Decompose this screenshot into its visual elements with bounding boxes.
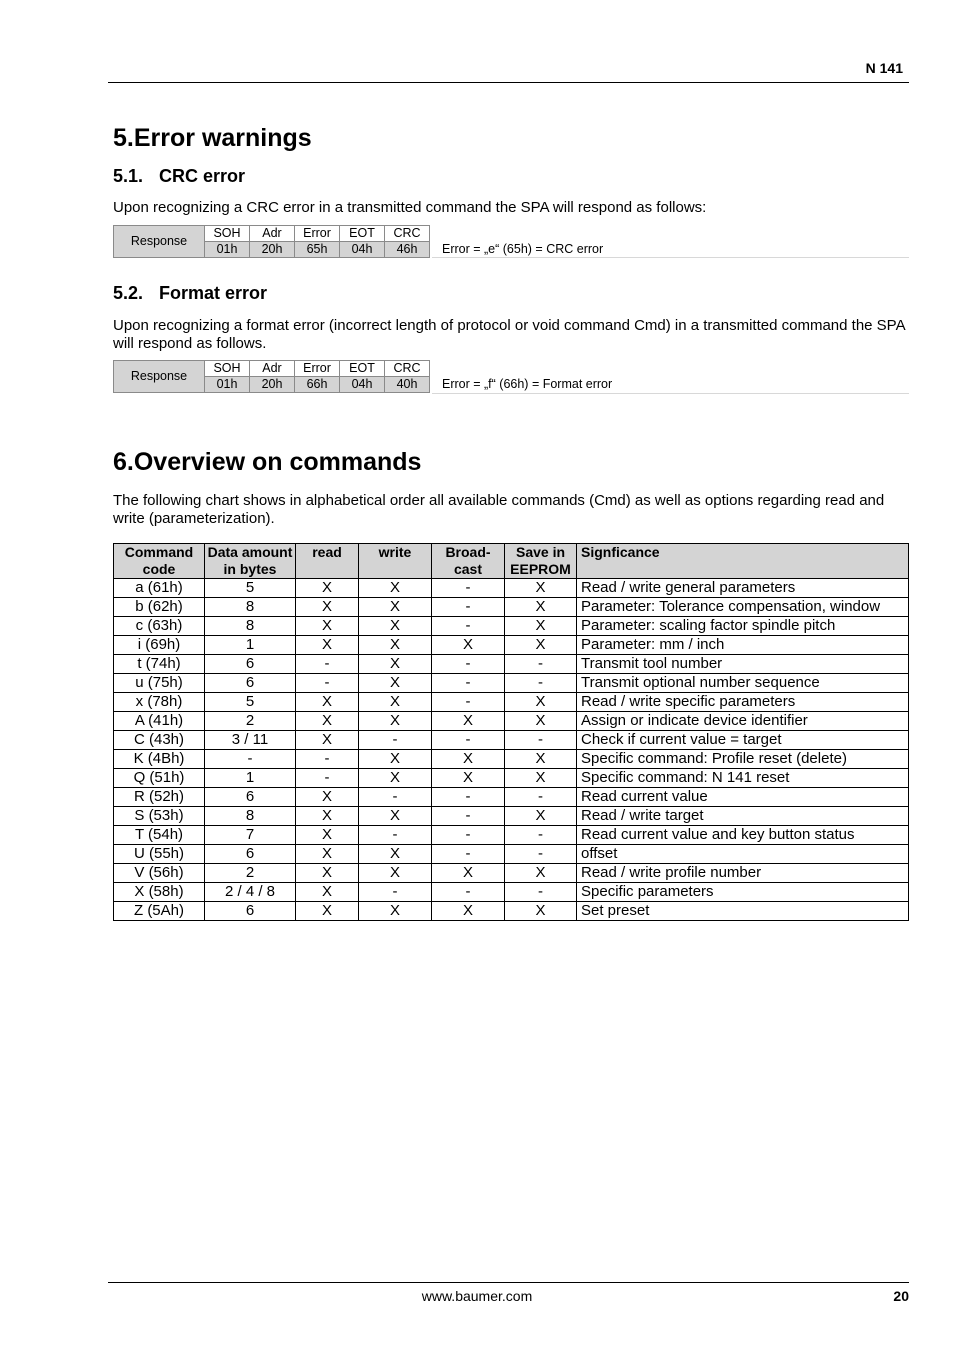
table-row [114, 655, 909, 674]
crc-response-table [113, 225, 430, 258]
table-row [114, 674, 909, 693]
table-header-row [114, 544, 909, 579]
significance-cell: Parameter: mm / inch [577, 636, 909, 655]
field-value: 20h [250, 377, 295, 393]
save-eeprom-cell: - [505, 731, 577, 750]
significance-cell: Specific command: Profile reset (delete) [577, 750, 909, 769]
command-code-cell: u (75h) [114, 674, 205, 693]
data-amount-cell: 6 [205, 845, 296, 864]
note-rule [432, 257, 909, 258]
table-row [114, 693, 909, 712]
data-amount-cell: 3 / 11 [205, 731, 296, 750]
broadcast-cell: - [432, 807, 505, 826]
data-amount-cell: - [205, 750, 296, 769]
significance-cell: Specific command: N 141 reset [577, 769, 909, 788]
write-cell: X [359, 693, 432, 712]
section-title: Overview on commands [133, 448, 422, 476]
broadcast-cell: X [432, 636, 505, 655]
command-code-cell: K (4Bh) [114, 750, 205, 769]
write-cell: X [359, 769, 432, 788]
read-cell: X [296, 826, 359, 845]
column-header-data-amount: Data amount in bytes [205, 544, 296, 579]
broadcast-cell: - [432, 845, 505, 864]
table-row [114, 636, 909, 655]
response-label: Response [114, 361, 205, 393]
field-header: SOH [205, 361, 250, 377]
command-code-cell: U (55h) [114, 845, 205, 864]
note-rule [432, 393, 909, 394]
significance-cell: Read / write target [577, 807, 909, 826]
broadcast-cell: - [432, 655, 505, 674]
data-amount-cell: 8 [205, 598, 296, 617]
significance-cell: Read / write general parameters [577, 579, 909, 598]
table-row [114, 750, 909, 769]
save-eeprom-cell: X [505, 807, 577, 826]
significance-cell: Read current value [577, 788, 909, 807]
column-header-save-eeprom: Save in EEPROM [505, 544, 577, 579]
column-header-broadcast: Broad- cast [432, 544, 505, 579]
field-header: Adr [250, 361, 295, 377]
save-eeprom-cell: X [505, 598, 577, 617]
read-cell: X [296, 845, 359, 864]
field-header: CRC [385, 361, 430, 377]
table-row [114, 598, 909, 617]
section-6-heading [113, 448, 421, 477]
format-error-note: Error = „f“ (66h) = Format error [442, 377, 613, 391]
table-row [114, 712, 909, 731]
field-value: 46h [385, 242, 430, 258]
save-eeprom-cell: - [505, 826, 577, 845]
footer-rule [108, 1282, 909, 1283]
command-code-cell: b (62h) [114, 598, 205, 617]
format-error-text: Upon recognizing a format error (incorrect length of protocol or void command Cmd) in a transmitted command the SPA will respond as follows. [113, 317, 905, 352]
data-amount-cell: 6 [205, 674, 296, 693]
read-cell: X [296, 864, 359, 883]
read-cell: X [296, 902, 359, 921]
command-code-cell: Q (51h) [114, 769, 205, 788]
broadcast-cell: X [432, 750, 505, 769]
field-value: 01h [205, 242, 250, 258]
broadcast-cell: - [432, 693, 505, 712]
broadcast-cell: - [432, 579, 505, 598]
command-code-cell: C (43h) [114, 731, 205, 750]
column-header-significance: Signficance [577, 544, 909, 579]
read-cell: X [296, 788, 359, 807]
table-row [114, 883, 909, 902]
save-eeprom-cell: X [505, 769, 577, 788]
read-cell: X [296, 636, 359, 655]
write-cell: X [359, 712, 432, 731]
command-code-cell: a (61h) [114, 579, 205, 598]
write-cell: X [359, 864, 432, 883]
significance-cell: Check if current value = target [577, 731, 909, 750]
write-cell: X [359, 807, 432, 826]
subsection-5-2-heading [113, 283, 267, 304]
save-eeprom-cell: X [505, 617, 577, 636]
subsection-number: 5.2. [113, 283, 144, 303]
table-row [114, 826, 909, 845]
command-code-cell: Z (5Ah) [114, 902, 205, 921]
save-eeprom-cell: - [505, 655, 577, 674]
broadcast-cell: X [432, 864, 505, 883]
save-eeprom-cell: - [505, 788, 577, 807]
subsection-title: Format error [159, 283, 268, 303]
field-header: SOH [205, 226, 250, 242]
read-cell: X [296, 883, 359, 902]
significance-cell: Transmit optional number sequence [577, 674, 909, 693]
section-number: 5. [113, 124, 134, 152]
data-amount-cell: 6 [205, 788, 296, 807]
table-row [114, 845, 909, 864]
field-header: Error [295, 361, 340, 377]
header-rule [108, 82, 909, 83]
table-row [114, 769, 909, 788]
write-cell: X [359, 902, 432, 921]
command-code-cell: c (63h) [114, 617, 205, 636]
read-cell: - [296, 655, 359, 674]
write-cell: X [359, 636, 432, 655]
data-amount-cell: 1 [205, 769, 296, 788]
table-row [114, 617, 909, 636]
significance-cell: offset [577, 845, 909, 864]
broadcast-cell: - [432, 617, 505, 636]
data-amount-cell: 5 [205, 579, 296, 598]
data-amount-cell: 2 [205, 712, 296, 731]
save-eeprom-cell: X [505, 579, 577, 598]
write-cell: - [359, 883, 432, 902]
broadcast-cell: X [432, 769, 505, 788]
table-row [114, 864, 909, 883]
significance-cell: Read / write specific parameters [577, 693, 909, 712]
field-header: CRC [385, 226, 430, 242]
write-cell: - [359, 731, 432, 750]
field-header: Adr [250, 226, 295, 242]
command-code-cell: R (52h) [114, 788, 205, 807]
write-cell: - [359, 788, 432, 807]
significance-cell: Assign or indicate device identifier [577, 712, 909, 731]
save-eeprom-cell: X [505, 750, 577, 769]
footer-url: www.baumer.com [421, 1288, 533, 1304]
read-cell: X [296, 693, 359, 712]
broadcast-cell: - [432, 826, 505, 845]
field-value: 01h [205, 377, 250, 393]
save-eeprom-cell: - [505, 674, 577, 693]
command-code-cell: S (53h) [114, 807, 205, 826]
save-eeprom-cell: - [505, 845, 577, 864]
command-code-cell: V (56h) [114, 864, 205, 883]
write-cell: X [359, 579, 432, 598]
subsection-title: CRC error [159, 166, 246, 186]
field-header: EOT [340, 226, 385, 242]
read-cell: X [296, 617, 359, 636]
read-cell: X [296, 807, 359, 826]
field-value: 40h [385, 377, 430, 393]
crc-error-text: Upon recognizing a CRC error in a transmitted command the SPA will respond as follows: [113, 199, 707, 216]
field-value: 66h [295, 377, 340, 393]
significance-cell: Read current value and key button status [577, 826, 909, 845]
subsection-number: 5.1. [113, 166, 144, 186]
commands-table [113, 543, 909, 921]
read-cell: - [296, 769, 359, 788]
read-cell: - [296, 674, 359, 693]
data-amount-cell: 5 [205, 693, 296, 712]
section-5-heading [113, 124, 312, 153]
field-value: 20h [250, 242, 295, 258]
field-value: 65h [295, 242, 340, 258]
broadcast-cell: - [432, 883, 505, 902]
response-label: Response [114, 226, 205, 258]
command-code-cell: T (54h) [114, 826, 205, 845]
field-header: EOT [340, 361, 385, 377]
data-amount-cell: 2 / 4 / 8 [205, 883, 296, 902]
field-header: Error [295, 226, 340, 242]
crc-error-note: Error = „e“ (65h) = CRC error [442, 242, 604, 256]
data-amount-cell: 8 [205, 807, 296, 826]
read-cell: - [296, 750, 359, 769]
page-number: 20 [893, 1288, 909, 1304]
broadcast-cell: - [432, 598, 505, 617]
table-row [114, 902, 909, 921]
data-amount-cell: 8 [205, 617, 296, 636]
section-title: Error warnings [133, 124, 312, 152]
data-amount-cell: 1 [205, 636, 296, 655]
significance-cell: Parameter: scaling factor spindle pitch [577, 617, 909, 636]
save-eeprom-cell: - [505, 883, 577, 902]
significance-cell: Parameter: Tolerance compensation, window [577, 598, 909, 617]
command-code-cell: t (74h) [114, 655, 205, 674]
save-eeprom-cell: X [505, 864, 577, 883]
table-row [114, 731, 909, 750]
table-row [114, 579, 909, 598]
data-amount-cell: 7 [205, 826, 296, 845]
broadcast-cell: - [432, 788, 505, 807]
broadcast-cell: X [432, 902, 505, 921]
command-code-cell: x (78h) [114, 693, 205, 712]
table-row [114, 788, 909, 807]
write-cell: X [359, 598, 432, 617]
format-response-table [113, 360, 430, 393]
overview-text: The following chart shows in alphabetical order all available commands (Cmd) as well as options regarding read and write (parameterization). [113, 492, 885, 527]
broadcast-cell: - [432, 731, 505, 750]
command-code-cell: X (58h) [114, 883, 205, 902]
data-amount-cell: 6 [205, 655, 296, 674]
section-number: 6. [113, 448, 134, 476]
table-row [114, 807, 909, 826]
write-cell: X [359, 674, 432, 693]
save-eeprom-cell: X [505, 693, 577, 712]
read-cell: X [296, 731, 359, 750]
significance-cell: Specific parameters [577, 883, 909, 902]
significance-cell: Transmit tool number [577, 655, 909, 674]
data-amount-cell: 6 [205, 902, 296, 921]
significance-cell: Read / write profile number [577, 864, 909, 883]
save-eeprom-cell: X [505, 636, 577, 655]
save-eeprom-cell: X [505, 902, 577, 921]
broadcast-cell: X [432, 712, 505, 731]
command-code-cell: i (69h) [114, 636, 205, 655]
document-code: N 141 [865, 60, 903, 76]
column-header-write: write [359, 544, 432, 579]
column-header-read: read [296, 544, 359, 579]
field-value: 04h [340, 242, 385, 258]
field-value: 04h [340, 377, 385, 393]
subsection-5-1-heading [113, 166, 245, 187]
read-cell: X [296, 579, 359, 598]
column-header-command-code: Command code [114, 544, 205, 579]
save-eeprom-cell: X [505, 712, 577, 731]
write-cell: X [359, 655, 432, 674]
write-cell: X [359, 845, 432, 864]
write-cell: - [359, 826, 432, 845]
significance-cell: Set preset [577, 902, 909, 921]
broadcast-cell: - [432, 674, 505, 693]
command-code-cell: A (41h) [114, 712, 205, 731]
write-cell: X [359, 750, 432, 769]
read-cell: X [296, 598, 359, 617]
read-cell: X [296, 712, 359, 731]
write-cell: X [359, 617, 432, 636]
data-amount-cell: 2 [205, 864, 296, 883]
